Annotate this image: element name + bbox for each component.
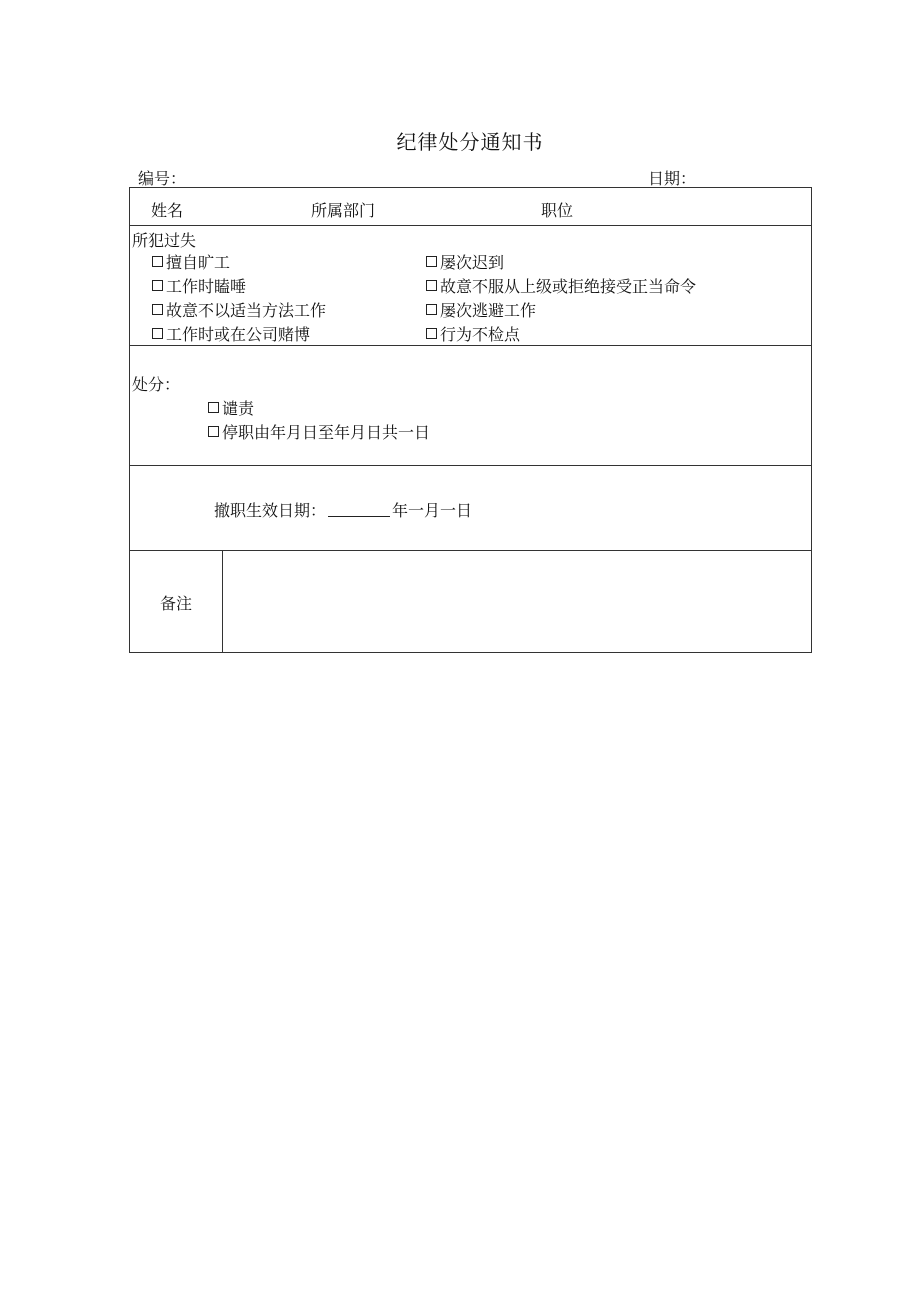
position-label: 职位 [541, 201, 574, 220]
penalty-section [130, 346, 811, 466]
checkbox-icon[interactable] [152, 280, 163, 291]
fault-option-absent[interactable] [152, 250, 230, 273]
checkbox-icon[interactable] [426, 280, 437, 291]
department-label: 所属部门 [311, 201, 376, 220]
name-label: 姓名 [151, 201, 184, 220]
fault-option-label: 屡次逃避工作 [440, 301, 537, 320]
number-label: 编号： [138, 169, 187, 188]
checkbox-icon[interactable] [208, 426, 219, 437]
fault-option-insubordination[interactable] [426, 274, 696, 297]
fault-option-label: 工作时或在公司赌博 [166, 325, 311, 344]
fault-option-label: 故意不服从上级或拒绝接受正当命令 [440, 277, 697, 296]
effective-date-suffix: 年一月一日 [392, 501, 473, 520]
penalty-option-reprimand[interactable] [208, 396, 254, 419]
penalty-label: 处分： [132, 375, 181, 394]
penalty-option-label: 停职由年月日至年月日共一日 [222, 423, 431, 442]
checkbox-icon[interactable] [152, 328, 163, 339]
fault-option-evading-work[interactable] [426, 298, 536, 321]
date-label: 日期： [648, 169, 697, 188]
remark-label-cell [130, 551, 223, 652]
checkbox-icon[interactable] [152, 256, 163, 267]
faults-label: 所犯过失 [132, 231, 197, 250]
effective-date-blank[interactable] [328, 502, 390, 517]
fault-option-label: 屡次迟到 [440, 253, 505, 272]
checkbox-icon[interactable] [426, 328, 437, 339]
penalty-option-label: 谴责 [222, 399, 255, 418]
fault-option-misconduct[interactable] [426, 322, 520, 345]
remark-section [130, 551, 811, 652]
fault-option-label: 擅自旷工 [166, 253, 231, 272]
fault-option-label: 工作时瞌唾 [166, 277, 247, 296]
fault-option-gambling[interactable] [152, 322, 310, 345]
fault-option-late[interactable] [426, 250, 504, 273]
checkbox-icon[interactable] [426, 304, 437, 315]
checkbox-icon[interactable] [426, 256, 437, 267]
remark-content-field[interactable] [223, 551, 811, 652]
effective-date-line [214, 498, 472, 521]
remark-label: 备注 [160, 594, 193, 613]
info-row [130, 188, 811, 226]
penalty-option-suspension[interactable] [208, 420, 430, 443]
fault-option-label: 行为不检点 [440, 325, 521, 344]
checkbox-icon[interactable] [152, 304, 163, 315]
checkbox-icon[interactable] [208, 402, 219, 413]
effective-date-label: 撤职生效日期： [214, 501, 327, 520]
page-title: 纪律处分通知书 [396, 130, 544, 154]
fault-option-label: 故意不以适当方法工作 [166, 301, 327, 320]
fault-option-improper-work[interactable] [152, 298, 326, 321]
faults-section [130, 226, 811, 346]
fault-option-sleeping[interactable] [152, 274, 246, 297]
disciplinary-form [129, 187, 812, 653]
effective-date-section [130, 466, 811, 551]
